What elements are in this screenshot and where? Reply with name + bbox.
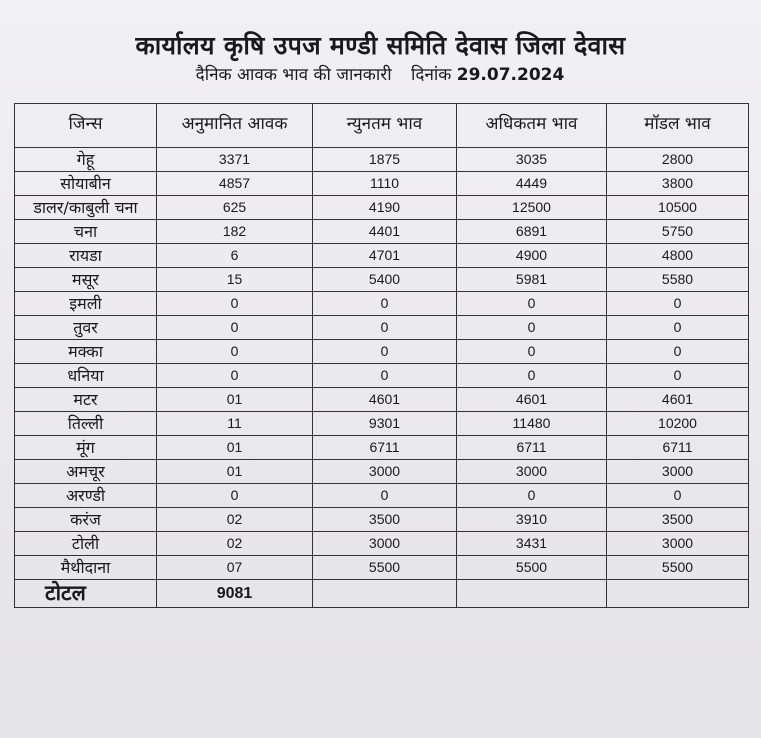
report-date: 29.07.2024 bbox=[456, 65, 565, 85]
table-row bbox=[15, 244, 749, 268]
max-price-cell: 6891 bbox=[457, 220, 607, 244]
modal-price-cell: 5580 bbox=[607, 268, 749, 292]
arrival-cell: 11 bbox=[157, 412, 313, 436]
table-row bbox=[15, 364, 749, 388]
modal-price-cell: 0 bbox=[607, 484, 749, 508]
max-price-cell: 0 bbox=[457, 484, 607, 508]
table-row bbox=[15, 268, 749, 292]
subtitle-text: दैनिक आवक भाव की जानकारी bbox=[195, 65, 392, 85]
commodity-cell: इमली bbox=[15, 292, 157, 316]
page-subtitle bbox=[150, 62, 610, 85]
commodity-cell: मक्का bbox=[15, 340, 157, 364]
arrival-cell: 4857 bbox=[157, 172, 313, 196]
date-label: दिनांक bbox=[411, 65, 452, 85]
table-row bbox=[15, 532, 749, 556]
max-price-cell: 0 bbox=[457, 340, 607, 364]
table-row bbox=[15, 196, 749, 220]
total-modal bbox=[607, 580, 749, 608]
min-price-cell: 3500 bbox=[313, 508, 457, 532]
max-price-cell: 3000 bbox=[457, 460, 607, 484]
col-header-min-price: न्युनतम भाव bbox=[313, 104, 457, 148]
page-title: कार्यालय कृषि उपज मण्डी समिति देवास जिला देवास bbox=[135, 31, 626, 60]
total-label: टोटल bbox=[15, 580, 157, 608]
max-price-cell: 6711 bbox=[457, 436, 607, 460]
commodity-cell: मूंग bbox=[15, 436, 157, 460]
commodity-cell: डालर/काबुली चना bbox=[15, 196, 157, 220]
commodity-cell: मटर bbox=[15, 388, 157, 412]
max-price-cell: 5981 bbox=[457, 268, 607, 292]
commodity-cell: टोली bbox=[15, 532, 157, 556]
table-row bbox=[15, 148, 749, 172]
modal-price-cell: 0 bbox=[607, 340, 749, 364]
max-price-cell: 4900 bbox=[457, 244, 607, 268]
arrival-cell: 07 bbox=[157, 556, 313, 580]
table-row bbox=[15, 388, 749, 412]
max-price-cell: 3035 bbox=[457, 148, 607, 172]
commodity-cell: धनिया bbox=[15, 364, 157, 388]
min-price-cell: 0 bbox=[313, 364, 457, 388]
modal-price-cell: 5750 bbox=[607, 220, 749, 244]
table-row bbox=[15, 412, 749, 436]
min-price-cell: 6711 bbox=[313, 436, 457, 460]
min-price-cell: 0 bbox=[313, 316, 457, 340]
max-price-cell: 0 bbox=[457, 292, 607, 316]
table-row bbox=[15, 484, 749, 508]
max-price-cell: 4601 bbox=[457, 388, 607, 412]
arrival-cell: 182 bbox=[157, 220, 313, 244]
table-row bbox=[15, 292, 749, 316]
table-row bbox=[15, 508, 749, 532]
table-row bbox=[15, 340, 749, 364]
arrival-cell: 0 bbox=[157, 340, 313, 364]
modal-price-cell: 2800 bbox=[607, 148, 749, 172]
modal-price-cell: 5500 bbox=[607, 556, 749, 580]
table-header-row bbox=[15, 104, 749, 148]
modal-price-cell: 4601 bbox=[607, 388, 749, 412]
modal-price-cell: 10200 bbox=[607, 412, 749, 436]
arrival-cell: 01 bbox=[157, 460, 313, 484]
col-header-commodity: जिन्स bbox=[15, 104, 157, 148]
max-price-cell: 12500 bbox=[457, 196, 607, 220]
modal-price-cell: 3500 bbox=[607, 508, 749, 532]
commodity-cell: तुवर bbox=[15, 316, 157, 340]
modal-price-cell: 10500 bbox=[607, 196, 749, 220]
modal-price-cell: 0 bbox=[607, 316, 749, 340]
total-arrival: 9081 bbox=[157, 580, 313, 608]
commodity-cell: चना bbox=[15, 220, 157, 244]
arrival-cell: 02 bbox=[157, 508, 313, 532]
max-price-cell: 0 bbox=[457, 316, 607, 340]
modal-price-cell: 3800 bbox=[607, 172, 749, 196]
max-price-cell: 4449 bbox=[457, 172, 607, 196]
min-price-cell: 3000 bbox=[313, 532, 457, 556]
min-price-cell: 1110 bbox=[313, 172, 457, 196]
commodity-cell: गेहू bbox=[15, 148, 157, 172]
commodity-cell: मसूर bbox=[15, 268, 157, 292]
min-price-cell: 4601 bbox=[313, 388, 457, 412]
modal-price-cell: 3000 bbox=[607, 532, 749, 556]
modal-price-cell: 0 bbox=[607, 292, 749, 316]
min-price-cell: 9301 bbox=[313, 412, 457, 436]
total-min bbox=[313, 580, 457, 608]
arrival-cell: 6 bbox=[157, 244, 313, 268]
total-row bbox=[15, 580, 749, 608]
table-row bbox=[15, 460, 749, 484]
table-row bbox=[15, 172, 749, 196]
col-header-max-price: अधिकतम भाव bbox=[457, 104, 607, 148]
arrival-cell: 0 bbox=[157, 292, 313, 316]
min-price-cell: 5400 bbox=[313, 268, 457, 292]
min-price-cell: 4701 bbox=[313, 244, 457, 268]
modal-price-cell: 6711 bbox=[607, 436, 749, 460]
price-table bbox=[14, 103, 749, 608]
arrival-cell: 01 bbox=[157, 388, 313, 412]
commodity-cell: करंज bbox=[15, 508, 157, 532]
max-price-cell: 3431 bbox=[457, 532, 607, 556]
min-price-cell: 0 bbox=[313, 292, 457, 316]
min-price-cell: 3000 bbox=[313, 460, 457, 484]
arrival-cell: 15 bbox=[157, 268, 313, 292]
commodity-cell: मैथीदाना bbox=[15, 556, 157, 580]
min-price-cell: 5500 bbox=[313, 556, 457, 580]
arrival-cell: 625 bbox=[157, 196, 313, 220]
min-price-cell: 0 bbox=[313, 484, 457, 508]
table-row bbox=[15, 316, 749, 340]
commodity-cell: रायडा bbox=[15, 244, 157, 268]
commodity-cell: अरण्डी bbox=[15, 484, 157, 508]
arrival-cell: 01 bbox=[157, 436, 313, 460]
col-header-modal-price: मॉडल भाव bbox=[607, 104, 749, 148]
total-max bbox=[457, 580, 607, 608]
commodity-cell: अमचूर bbox=[15, 460, 157, 484]
arrival-cell: 0 bbox=[157, 484, 313, 508]
max-price-cell: 3910 bbox=[457, 508, 607, 532]
min-price-cell: 0 bbox=[313, 340, 457, 364]
min-price-cell: 4401 bbox=[313, 220, 457, 244]
max-price-cell: 0 bbox=[457, 364, 607, 388]
min-price-cell: 4190 bbox=[313, 196, 457, 220]
max-price-cell: 11480 bbox=[457, 412, 607, 436]
arrival-cell: 0 bbox=[157, 316, 313, 340]
table-row bbox=[15, 220, 749, 244]
arrival-cell: 02 bbox=[157, 532, 313, 556]
modal-price-cell: 4800 bbox=[607, 244, 749, 268]
modal-price-cell: 3000 bbox=[607, 460, 749, 484]
table-row bbox=[15, 436, 749, 460]
col-header-arrival: अनुमानित आवक bbox=[157, 104, 313, 148]
table-row bbox=[15, 556, 749, 580]
commodity-cell: सोयाबीन bbox=[15, 172, 157, 196]
commodity-cell: तिल्ली bbox=[15, 412, 157, 436]
arrival-cell: 3371 bbox=[157, 148, 313, 172]
min-price-cell: 1875 bbox=[313, 148, 457, 172]
arrival-cell: 0 bbox=[157, 364, 313, 388]
modal-price-cell: 0 bbox=[607, 364, 749, 388]
max-price-cell: 5500 bbox=[457, 556, 607, 580]
